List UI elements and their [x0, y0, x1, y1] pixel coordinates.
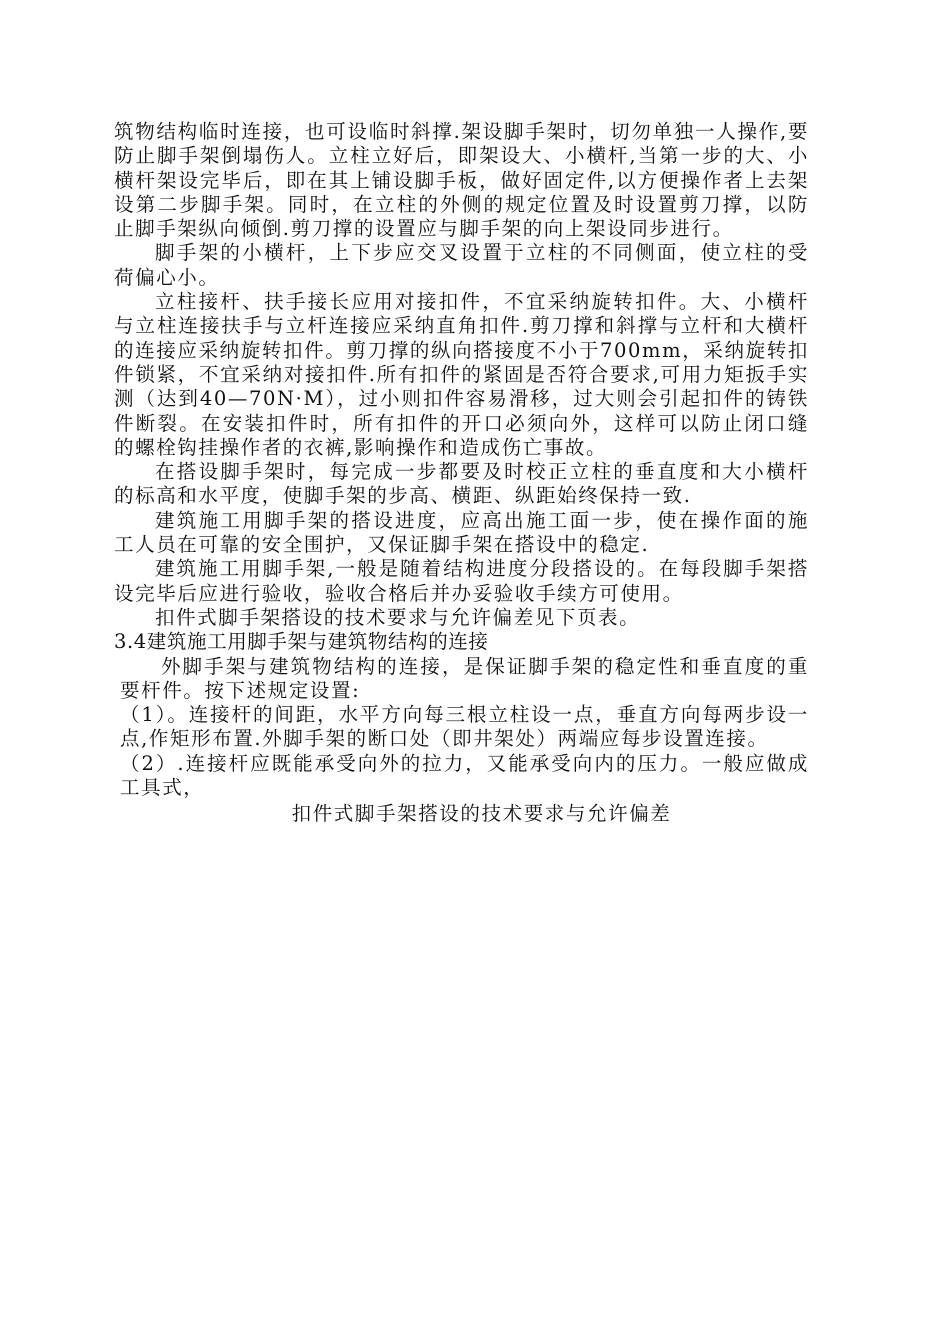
paragraph-progress: 建筑施工用脚手架的搭设进度，应高出施工面一步，使在操作面的施工人员在可靠的安全围护，又保证脚手架在搭设中的稳定. — [114, 508, 809, 557]
list-item-connection-load: （2）.连接杆应既能承受向外的拉力，又能承受向内的压力。一般应做成工具式， — [120, 751, 809, 800]
section-intro: 外脚手架与建筑物结构的连接，是保证脚手架的稳定性和垂直度的重要杆件。按下述规定设置: — [120, 654, 809, 702]
document-body — [114, 120, 809, 827]
table-caption: 扣件式脚手架搭设的技术要求与允许偏差 — [291, 802, 672, 826]
paragraph-temporary-bracing: 筑物结构临时连接，也可设临时斜撑.架设脚手架时，切勿单独一人操作,要防止脚手架倒塌伤人。立柱立好后，即架设大、小横杆,当第一步的大、小横杆架设完毕后，即在其上铺设脚手板，做好固定件,以方便操作者上去架设第二步脚手架。同时，在立柱的外侧的规定位置及时设置剪刀撑，以防止脚手架纵向倾倒.剪刀撑的设置应与脚手架的向上架设同步进行。 — [114, 120, 809, 241]
paragraph-table-reference: 扣件式脚手架搭设的技术要求与允许偏差见下页表。 — [154, 605, 641, 629]
list-item-connection-spacing: （1）。连接杆的间距，水平方向每三根立柱设一点，垂直方向每两步设一点,作矩形布置.外脚手架的断口处（即井架处）两端应每步设置连接。 — [120, 703, 809, 751]
paragraph-acceptance: 建筑施工用脚手架,一般是随着结构进度分段搭设的。在每段脚手架搭设完毕后应进行验收，验收合格后并办妥验收手续方可使用。 — [114, 557, 809, 605]
paragraph-couplers: 立柱接杆、扶手接长应用对接扣件，不宜采纳旋转扣件。大、小横杆与立柱连接扶手与立杆连接应采纳直角扣件.剪刀撑和斜撑与立杆和大横杆的连接应采纳旋转扣件。剪刀撑的纵向搭接度不小于700mm，采纳旋转扣件锁紧，不宜采纳对接扣件.所有扣件的紧固是否符合要求,可用力矩扳手实测（达到40—70N·M），过小则扣件容易滑移，过大则会引起扣件的铸铁件断裂。在安装扣件时，所有扣件的开口必须向外，这样可以防止闭口缝的螺栓钩挂操作者的衣裤,影响操作和造成伤亡事故。 — [114, 290, 809, 459]
paragraph-verticality: 在搭设脚手架时，每完成一步都要及时校正立柱的垂直度和大小横杆的标高和水平度，使脚手架的步高、横距、纵距始终保持一致. — [114, 460, 809, 508]
paragraph-small-crossbar: 脚手架的小横杆，上下步应交叉设置于立柱的不同侧面，使立柱的受荷偏心小。 — [114, 241, 809, 289]
section-heading: 3.4建筑施工用脚手架与建筑物结构的连接 — [114, 630, 489, 654]
